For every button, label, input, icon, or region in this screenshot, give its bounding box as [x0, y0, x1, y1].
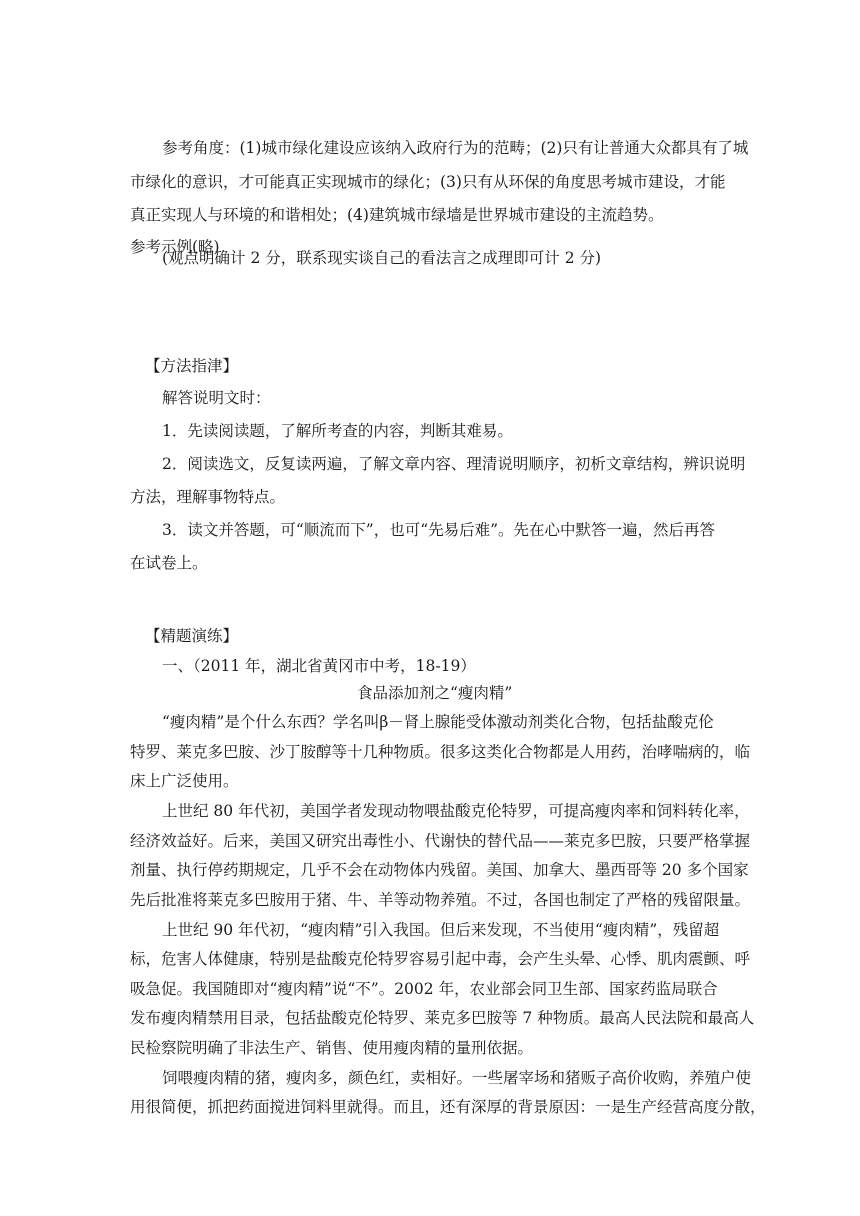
method-item-2-line-2: 方法，理解事物特点。 — [130, 488, 286, 506]
para-1-line-3: 床上广泛使用。 — [130, 772, 239, 790]
para-3-line-3: 吸急促。我国随即对“瘦肉精”说“不”。2002 年，农业部会同卫生部、国家药监局联合 — [130, 980, 718, 998]
para-1-line-1: “瘦肉精”是个什么东西？学名叫β－肾上腺能受体激动剂类化合物，包括盐酸克伦 — [162, 713, 714, 731]
para-3-line-4: 发布瘦肉精禁用目录，包括盐酸克伦特罗、莱克多巴胺等 7 种物质。最高人民法院和最高人 — [130, 1009, 755, 1027]
para-2-line-1: 上世纪 80 年代初，美国学者发现动物喂盐酸克伦特罗，可提高瘦肉率和饲料转化率， — [162, 802, 750, 820]
reference-angles-line-3: 真正实现人与环境的和谐相处；(4)建筑城市绿墙是世界城市建设的主流趋势。 — [130, 206, 664, 224]
reference-angles-line-2: 市绿化的意识，才可能真正实现城市的绿化；(3)只有从环保的角度思考城市建设，才能 — [130, 173, 726, 191]
method-item-3-line-1: 3．读文并答题，可“顺流而下”，也可“先易后难”。先在心中默答一遍，然后再答 — [162, 521, 716, 539]
scoring-note: (观点明确计 2 分，联系现实谈自己的看法言之成理即可计 2 分) — [162, 249, 602, 267]
para-4-line-2: 用很简便，抓把药面搅进饲料里就得。而且，还有深厚的背景原因：一是生产经营高度分散， — [130, 1098, 766, 1116]
para-3-line-5: 民检察院明确了非法生产、销售、使用瘦肉精的量刑依据。 — [130, 1039, 534, 1057]
article-title: 食品添加剂之“瘦肉精” — [357, 684, 513, 702]
method-heading: 【方法指津】 — [145, 357, 239, 375]
reference-example: 参考示例(略) — [130, 238, 220, 256]
method-item-1: 1．先读阅读题，了解所考查的内容，判断其难易。 — [162, 422, 513, 440]
question-source: 一、（2011 年，湖北省黄冈市中考，18-19） — [162, 657, 476, 675]
method-item-2-line-1: 2．阅读选文，反复读两遍，了解文章内容、理清说明顺序，初析文章结构，辨识说明 — [162, 455, 746, 473]
para-3-line-1: 上世纪 90 年代初，“瘦肉精”引入我国。但后来发现，不当使用“瘦肉精”，残留超 — [162, 921, 720, 939]
para-2-line-4: 先后批准将莱克多巴胺用于猪、牛、羊等动物养殖。不过，各国也制定了严格的残留限量。 — [130, 891, 751, 909]
method-intro: 解答说明文时： — [162, 389, 271, 407]
para-2-line-3: 剂量、执行停药期规定，几乎不会在动物体内残留。美国、加拿大、墨西哥等 20 多个国家 — [130, 861, 749, 879]
reference-angles-line-1: 参考角度：(1)城市绿化建设应该纳入政府行为的范畴；(2)只有让普通大众都具有了城 — [162, 139, 749, 157]
method-item-3-line-2: 在试卷上。 — [130, 554, 208, 572]
para-3-line-2: 标，危害人体健康，特别是盐酸克伦特罗容易引起中毒，会产生头晕、心悸、肌肉震颤、呼 — [130, 950, 751, 968]
para-1-line-2: 特罗、莱克多巴胺、沙丁胺醇等十几种物质。很多这类化合物都是人用药，治哮喘病的，临 — [130, 743, 751, 761]
para-2-line-2: 经济效益好。后来，美国又研究出毒性小、代谢快的替代品——莱克多巴胺，只要严格掌握 — [130, 832, 751, 850]
para-4-line-1: 饲喂瘦肉精的猪，瘦肉多，颜色红，卖相好。一些屠宰场和猪贩子高价收购，养殖户使 — [162, 1069, 752, 1087]
practice-heading: 【精题演练】 — [145, 627, 239, 645]
